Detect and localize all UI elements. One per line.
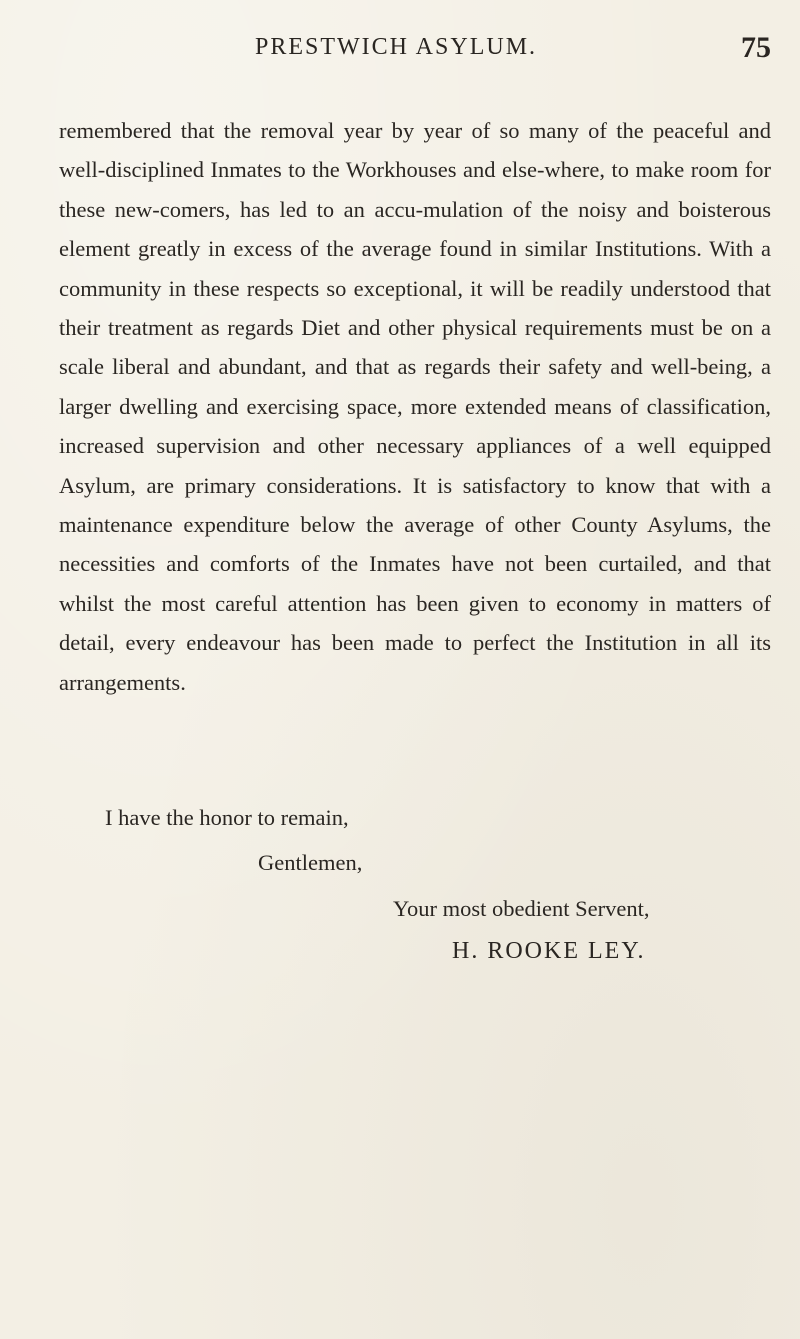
closing-valediction: Your most obedient Servent, — [393, 896, 650, 921]
page-header — [255, 31, 775, 70]
body-paragraph: remembered that the removal year by year of so many of the peaceful and well-disciplined Inmates to the Workhouses and else-where, to make room for these new-comers, has led to an accu-mulation of the noisy and boisterous element greatly in excess of the average found in similar Institutions. With a community in these respects so exceptional, it will be readily understood that their treatment as regards Diet and other physical requirements must be on a scale liberal and abundant, and that as regards their safety and well-being, a larger dwelling and exercising space, more extended means of classification, increased supervision and other necessary appliances of a well equipped Asylum, are primary considerations. It is satisfactory to know that with a maintenance expenditure below the average of other County Asylums, the necessities and comforts of the Inmates have not been curtailed, and that whilst the most careful attention has been given to economy in matters of detail, every endeavour has been made to perfect the Institution in all its arrangements. — [59, 118, 771, 695]
signature-name: H. ROOKE LEY. — [452, 938, 646, 964]
page-number: 75 — [741, 31, 771, 64]
closing-salutation: I have the honor to remain, — [105, 805, 349, 830]
running-title: PRESTWICH ASYLUM. — [255, 34, 538, 60]
closing-addressee: Gentlemen, — [258, 850, 363, 875]
